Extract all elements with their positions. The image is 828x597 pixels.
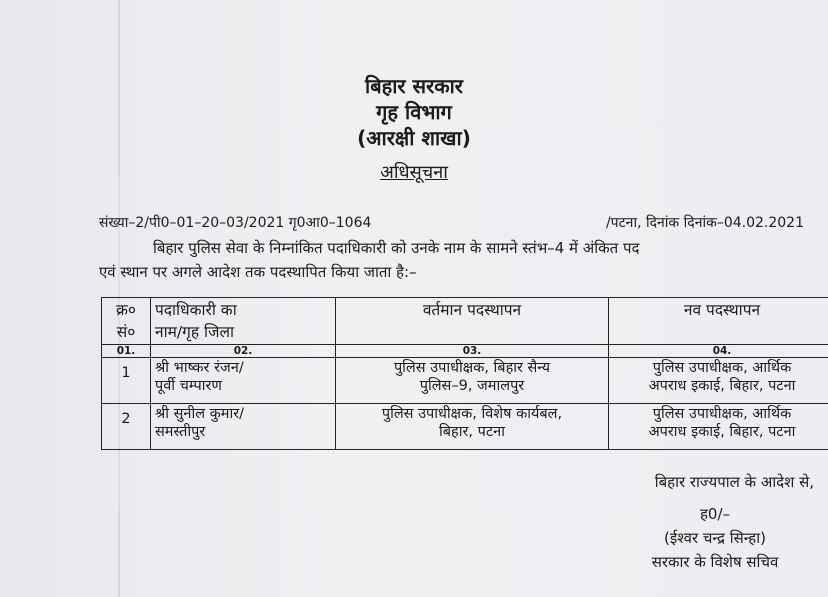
paragraph-line-2: एवं स्थान पर अगले आदेश तक पदस्थापित किया जाता है:– bbox=[99, 263, 417, 281]
government-name: बिहार सरकार bbox=[365, 74, 463, 98]
signatory-name: (ईश्वर चन्द्र सिन्हा) bbox=[664, 529, 766, 547]
column-number-row bbox=[102, 345, 828, 358]
current-posting-cell: पुलिस उपाधीक्षक, विशेष कार्यबल, बिहार, पटना bbox=[336, 404, 609, 450]
column-number: 04. bbox=[609, 345, 828, 358]
column-number: 01. bbox=[102, 345, 151, 358]
header-serial: क्र० सं० bbox=[102, 298, 151, 345]
header-current-posting: वर्तमान पदस्थापन bbox=[336, 298, 609, 345]
signatory-designation: सरकार के विशेष सचिव bbox=[651, 553, 779, 571]
place-date: /पटना, दिनांक दिनांक–04.02.2021 bbox=[605, 215, 804, 231]
new-posting-cell: पुलिस उपाधीक्षक, आर्थिक अपराध इकाई, बिहार, पटना bbox=[609, 404, 828, 450]
branch-name: (आरक्षी शाखा) bbox=[357, 126, 471, 150]
table-row bbox=[102, 404, 828, 450]
header-new-posting: नव पदस्थापन bbox=[609, 298, 828, 345]
table-header-row bbox=[102, 298, 828, 345]
signature-mark: ह0/– bbox=[699, 505, 731, 523]
table-row bbox=[102, 358, 828, 404]
notification-title bbox=[0, 160, 828, 184]
order-line: बिहार राज्यपाल के आदेश से, bbox=[654, 473, 814, 491]
department-name: गृह विभाग bbox=[376, 100, 452, 124]
new-posting-cell: पुलिस उपाधीक्षक, आर्थिक अपराध इकाई, बिहार, पटना bbox=[609, 358, 828, 404]
paragraph-line-1: बिहार पुलिस सेवा के निम्नांकित पदाधिकारी को उनके नाम के सामने स्तंभ–4 में अंकित पद bbox=[153, 239, 640, 257]
serial-cell: 1 bbox=[102, 358, 151, 404]
serial-cell: 2 bbox=[102, 404, 151, 450]
officer-cell: श्री भाष्कर रंजन/ पूर्वी चम्पारण bbox=[151, 358, 336, 404]
column-number: 02. bbox=[151, 345, 336, 358]
header-officer: पदाधिकारी का नाम/गृह जिला bbox=[151, 298, 336, 345]
notification-title-text: अधिसूचना bbox=[380, 162, 448, 183]
officer-cell: श्री सुनील कुमार/ समस्तीपुर bbox=[151, 404, 336, 450]
reference-number: संख्या–2/पी0–01–20–03/2021 गृ0आ0–1064 bbox=[99, 215, 372, 231]
posting-table bbox=[101, 297, 828, 450]
column-number: 03. bbox=[336, 345, 609, 358]
current-posting-cell: पुलिस उपाधीक्षक, बिहार सैन्य पुलिस–9, जमालपुर bbox=[336, 358, 609, 404]
